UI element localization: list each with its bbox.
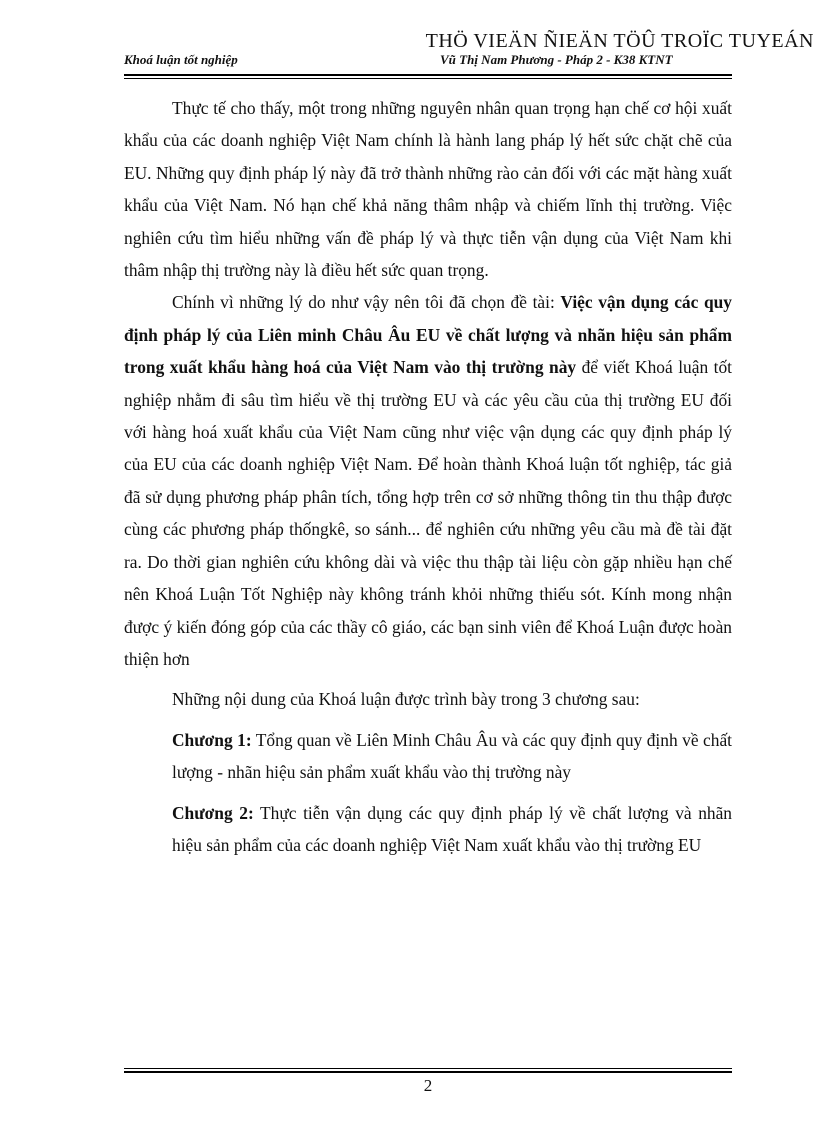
paragraph-2-rest: để viết Khoá luận tốt nghiệp nhằm đi sâu tìm hiểu về thị trường EU và các yêu cầu của thị trường EU đối với hàng hoá xuất khẩu của Việt Nam cũng như việc vận dụng các quy định pháp lý của EU của các doanh nghiệp Việt Nam. Để hoàn thành Khoá luận tốt nghiệp, tác giả đã sử dụng phương pháp phân tích, tổng hợp trên cơ sở những thông tin thu thập được cùng các phương pháp thốngkê, so sánh... để nghiên cứu những yêu cầu mà đề tài đặt ra. Do thời gian nghiên cứu không dài và việc thu thập tài liệu còn gặp nhiều hạn chế nên Khoá Luận Tốt Nghiệp này không tránh khỏi những thiếu sót. Kính mong nhận được ý kiến đóng góp của các thầy cô giáo, các bạn sinh viên để Khoá Luận được hoàn thiện hơn bbox=[124, 357, 732, 669]
chapter-2-text: Thực tiễn vận dụng các quy định pháp lý về chất lượng và nhãn hiệu sản phẩm của các doanh nghiệp Việt Nam xuất khẩu vào thị trường EU bbox=[172, 802, 733, 855]
page-header bbox=[124, 52, 732, 74]
chapter-1-text: Tổng quan về Liên Minh Châu Âu và các quy định quy định về chất lượng - nhãn hiệu sản phẩm xuất khẩu vào thị trường này bbox=[172, 729, 732, 783]
paragraph-2-intro: Chính vì những lý do như vậy nên tôi đã chọn đề tài: bbox=[172, 292, 561, 313]
chapter-1-item bbox=[124, 724, 732, 789]
footer-divider-thin bbox=[124, 1068, 732, 1069]
watermark-text: THÖ VIEÄN ÑIEÄN TÖÛ TROÏC TUYEÁN bbox=[425, 30, 814, 52]
footer-divider-thick bbox=[124, 1071, 732, 1073]
header-divider-thin bbox=[124, 78, 732, 79]
paragraph-2 bbox=[124, 286, 732, 675]
chapter-1-label: Chương 1: bbox=[172, 729, 252, 750]
header-right-author: Vũ Thị Nam Phương - Pháp 2 - K38 KTNT bbox=[440, 52, 673, 67]
header-left-title: Khoá luận tốt nghiệp bbox=[124, 52, 238, 67]
chapter-2-item bbox=[124, 797, 732, 862]
paragraph-1: Thực tế cho thấy, một trong những nguyên nhân quan trọng hạn chế cơ hội xuất khẩu của các doanh nghiệp Việt Nam chính là hành lang pháp lý hết sức chặt chẽ của EU. Những quy định pháp lý này đã trở thành những rào cản đối với các mặt hàng xuất khẩu của Việt Nam. Nó hạn chế khả năng thâm nhập và chiếm lĩnh thị trường. Việc nghiên cứu tìm hiểu những vấn đề pháp lý và thực tiễn vận dụng của Việt Nam khi thâm nhập thị trường này là điều hết sức quan trọng. bbox=[124, 98, 732, 281]
chapter-2-label: Chương 2: bbox=[172, 802, 254, 823]
paragraph-3: Những nội dung của Khoá luận được trình bày trong 3 chương sau: bbox=[172, 689, 640, 710]
document-body bbox=[124, 92, 732, 861]
thesis-topic: Việc vận dụng các quy định pháp lý của Liên minh Châu Âu EU về chất lượng và nhãn hiệu sản phẩm trong xuất khẩu hàng hoá của Việt Nam vào thị trường này bbox=[124, 292, 732, 378]
page-number: 2 bbox=[423, 1076, 433, 1095]
header-divider-thick bbox=[124, 74, 732, 76]
